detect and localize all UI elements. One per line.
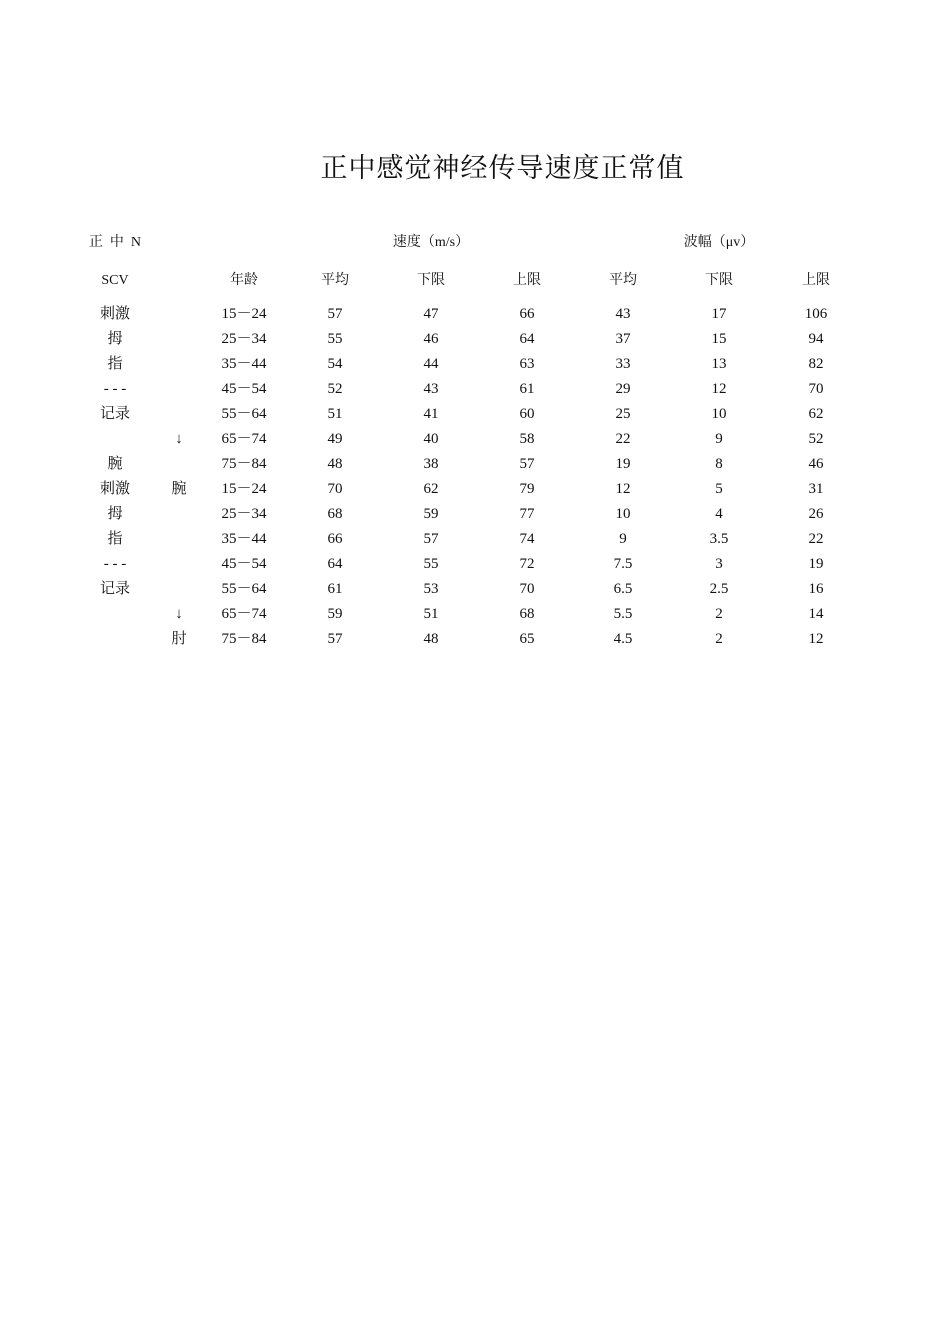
cell-speed-avg: 64 [327,556,343,572]
row-sublabel: 肘 [171,631,187,647]
cell-amp-upper: 46 [808,456,824,472]
header-speed: 速度（m/s） [392,235,470,250]
cell-speed-lower: 43 [423,381,439,397]
cell-amp-avg: 22 [615,431,631,447]
row-label: 刺激 [99,481,131,497]
cell-amp-lower: 8 [715,456,723,472]
cell-age: 55－64 [221,581,267,597]
cell-amp-upper: 70 [808,381,824,397]
cell-speed-avg: 52 [327,381,343,397]
row-label: 指 [107,531,123,547]
cell-speed-upper: 65 [519,631,535,647]
cell-speed-avg: 70 [327,481,343,497]
row-sublabel: 腕 [171,481,187,497]
cell-speed-lower: 55 [423,556,439,572]
cell-age: 75－84 [221,631,267,647]
cell-amp-avg: 25 [615,406,631,422]
row-label: 记录 [99,581,131,597]
cell-amp-avg: 29 [615,381,631,397]
cell-speed-upper: 57 [519,456,535,472]
cell-amp-lower: 2 [715,631,723,647]
cell-amp-upper: 12 [808,631,824,647]
cell-speed-avg: 57 [327,631,343,647]
cell-speed-upper: 63 [519,356,535,372]
cell-speed-upper: 68 [519,606,535,622]
column-header-amp-avg: 平均 [609,273,637,288]
cell-age: 25－34 [221,506,267,522]
cell-amp-lower: 15 [711,331,727,347]
cell-amp-avg: 5.5 [613,606,633,622]
cell-age: 35－44 [221,531,267,547]
page-title: 正中感觉神经传导速度正常值 [320,153,685,183]
cell-amp-upper: 26 [808,506,824,522]
row-label: 拇 [107,331,123,347]
cell-amp-lower: 2 [715,606,723,622]
column-header-speed-avg: 平均 [321,273,349,288]
cell-age: 25－34 [221,331,267,347]
cell-age: 45－54 [221,381,267,397]
cell-amp-avg: 7.5 [613,556,633,572]
cell-speed-avg: 68 [327,506,343,522]
cell-age: 65－74 [221,431,267,447]
cell-speed-avg: 61 [327,581,343,597]
row-label: 记录 [99,406,131,422]
cell-speed-upper: 72 [519,556,535,572]
row-label: 刺激 [99,306,131,322]
cell-amp-upper: 106 [804,306,828,322]
header-amplitude: 波幅（μv） [683,235,755,250]
column-header-amp-lower: 下限 [705,273,733,288]
cell-amp-upper: 82 [808,356,824,372]
cell-amp-lower: 5 [715,481,723,497]
cell-age: 65－74 [221,606,267,622]
row-label: 指 [107,356,123,372]
cell-speed-upper: 70 [519,581,535,597]
cell-amp-upper: 31 [808,481,824,497]
cell-speed-lower: 59 [423,506,439,522]
cell-amp-lower: 9 [715,431,723,447]
cell-amp-avg: 4.5 [613,631,633,647]
cell-age: 45－54 [221,556,267,572]
row-label: 腕 [107,456,123,472]
column-header-speed-lower: 下限 [417,273,445,288]
cell-speed-lower: 38 [423,456,439,472]
column-header-speed-upper: 上限 [513,273,541,288]
cell-age: 15－24 [221,306,267,322]
cell-amp-lower: 12 [711,381,727,397]
cell-amp-avg: 37 [615,331,631,347]
cell-speed-upper: 58 [519,431,535,447]
header-nerve-label: 正 中 N [88,235,142,250]
cell-age: 35－44 [221,356,267,372]
cell-amp-upper: 22 [808,531,824,547]
cell-amp-lower: 4 [715,506,723,522]
cell-speed-avg: 55 [327,331,343,347]
cell-age: 55－64 [221,406,267,422]
cell-amp-lower: 17 [711,306,727,322]
cell-speed-lower: 41 [423,406,439,422]
cell-amp-lower: 13 [711,356,727,372]
cell-speed-lower: 47 [423,306,439,322]
cell-speed-upper: 77 [519,506,535,522]
cell-speed-avg: 57 [327,306,343,322]
cell-speed-lower: 57 [423,531,439,547]
cell-amp-avg: 9 [619,531,627,547]
cell-speed-upper: 79 [519,481,535,497]
header-scv: SCV [101,273,129,288]
cell-speed-avg: 54 [327,356,343,372]
column-header-amp-upper: 上限 [802,273,830,288]
cell-speed-lower: 48 [423,631,439,647]
cell-speed-avg: 51 [327,406,343,422]
cell-speed-avg: 66 [327,531,343,547]
cell-amp-avg: 12 [615,481,631,497]
row-label: - - - [103,556,127,572]
column-header-age: 年龄 [230,273,258,288]
cell-speed-upper: 66 [519,306,535,322]
row-label: - - - [103,381,127,397]
cell-amp-avg: 10 [615,506,631,522]
cell-amp-avg: 43 [615,306,631,322]
cell-speed-lower: 51 [423,606,439,622]
cell-amp-avg: 19 [615,456,631,472]
cell-amp-upper: 94 [808,331,824,347]
cell-speed-upper: 74 [519,531,535,547]
cell-speed-lower: 40 [423,431,439,447]
cell-speed-avg: 59 [327,606,343,622]
cell-speed-lower: 44 [423,356,439,372]
row-sublabel: ↓ [175,431,183,447]
cell-speed-lower: 62 [423,481,439,497]
cell-amp-avg: 6.5 [613,581,633,597]
cell-amp-upper: 14 [808,606,824,622]
cell-speed-lower: 46 [423,331,439,347]
cell-speed-avg: 48 [327,456,343,472]
cell-amp-upper: 19 [808,556,824,572]
cell-amp-lower: 3.5 [709,531,729,547]
row-sublabel: ↓ [175,606,183,622]
cell-amp-lower: 3 [715,556,723,572]
cell-age: 75－84 [221,456,267,472]
cell-age: 15－24 [221,481,267,497]
cell-speed-lower: 53 [423,581,439,597]
cell-amp-avg: 33 [615,356,631,372]
cell-speed-upper: 64 [519,331,535,347]
row-label: 拇 [107,506,123,522]
cell-amp-lower: 10 [711,406,727,422]
cell-amp-lower: 2.5 [709,581,729,597]
cell-amp-upper: 52 [808,431,824,447]
cell-speed-upper: 61 [519,381,535,397]
cell-amp-upper: 16 [808,581,824,597]
cell-speed-upper: 60 [519,406,535,422]
cell-speed-avg: 49 [327,431,343,447]
cell-amp-upper: 62 [808,406,824,422]
